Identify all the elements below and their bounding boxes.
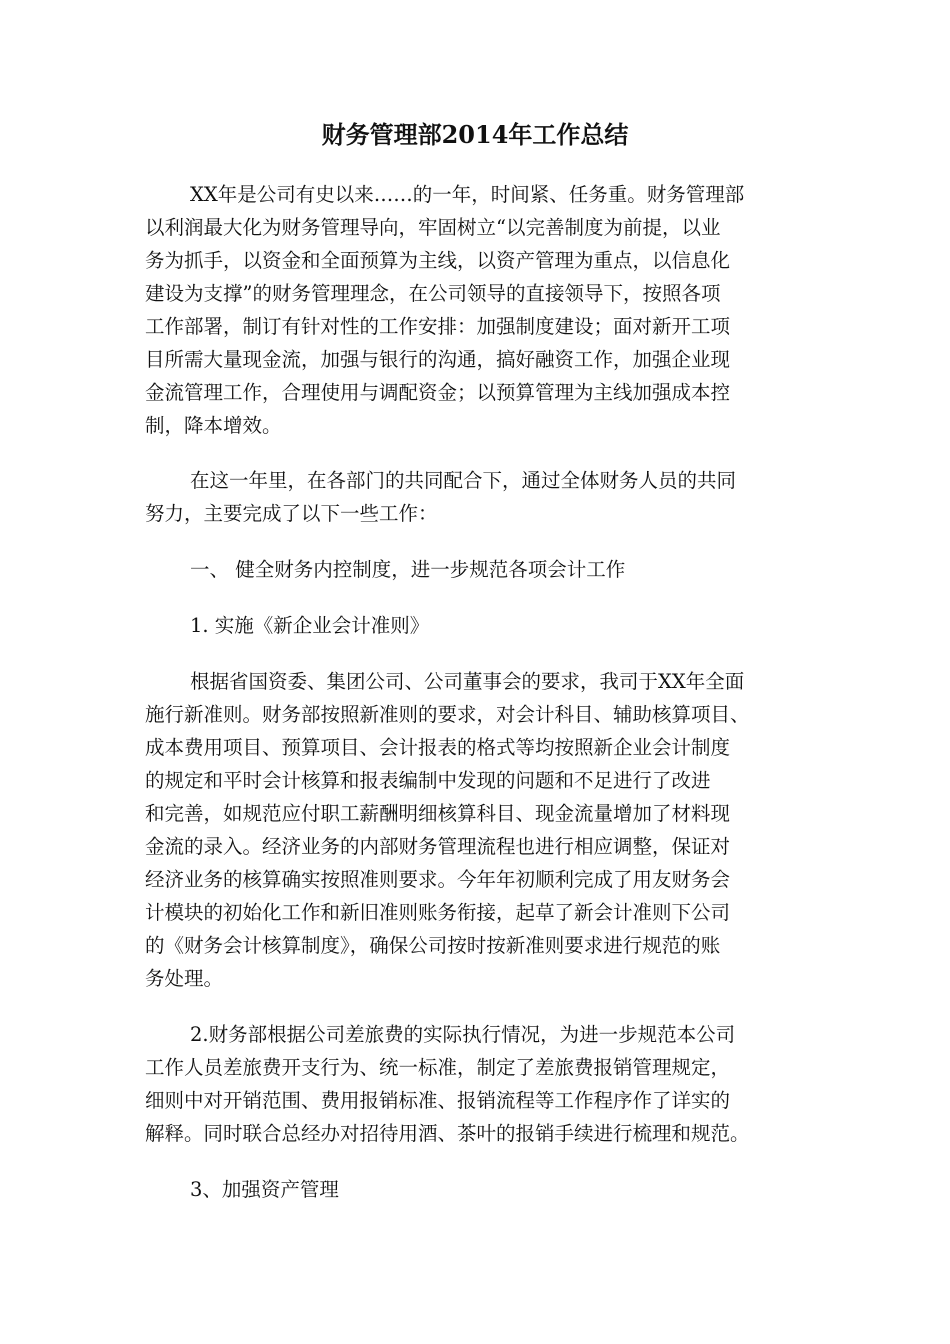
paragraph-line: 努力，主要完成了以下一些工作： <box>145 502 438 525</box>
paragraph-line: 建设为支撑”的财务管理理念，在公司领导的直接领导下，按照各项 <box>145 282 721 305</box>
paragraph-line: 务为抓手，以资金和全面预算为主线，以资产管理为重点，以信息化 <box>145 249 731 272</box>
paragraph-line: 制，降本增效。 <box>145 414 282 437</box>
document-title: 财务管理部2014年工作总结 <box>321 120 629 149</box>
paragraph-line: 和完善，如规范应付职工薪酬明细核算科目、现金流量增加了材料现 <box>145 802 731 825</box>
paragraph-line: 根据省国资委、集团公司、公司董事会的要求，我司于XX年全面 <box>190 670 745 693</box>
paragraph-line: 工作人员差旅费开支行为、统一标准，制定了差旅费报销管理规定， <box>145 1056 731 1079</box>
paragraph-line: 的《财务会计核算制度》，确保公司按时按新准则要求进行规范的账 <box>145 934 721 957</box>
paragraph-line: XX年是公司有史以来……的一年，时间紧、任务重。财务管理部 <box>190 183 745 206</box>
paragraph-line: 细则中对开销范围、费用报销标准、报销流程等工作程序作了详实的 <box>145 1089 731 1112</box>
paragraph-line: 成本费用项目、预算项目、会计报表的格式等均按照新企业会计制度 <box>145 736 731 759</box>
paragraph-line: 解释。同时联合总经办对招待用酒、茶叶的报销手续进行梳理和规范。 <box>145 1122 750 1145</box>
paragraph-line: 金流管理工作，合理使用与调配资金；以预算管理为主线加强成本控 <box>145 381 731 404</box>
subsection-heading: 3、加强资产管理 <box>190 1178 339 1201</box>
paragraph-line: 2.财务部根据公司差旅费的实际执行情况，为进一步规范本公司 <box>190 1023 736 1046</box>
paragraph-line: 的规定和平时会计核算和报表编制中发现的问题和不足进行了改进 <box>145 769 711 792</box>
paragraph-line: 以利润最大化为财务管理导向，牢固树立“以完善制度为前提，以业 <box>145 216 721 239</box>
paragraph-line: 施行新准则。财务部按照新准则的要求，对会计科目、辅助核算项目、 <box>145 703 750 726</box>
paragraph-line: 目所需大量现金流，加强与银行的沟通，搞好融资工作，加强企业现 <box>145 348 731 371</box>
paragraph-line: 金流的录入。经济业务的内部财务管理流程也进行相应调整，保证对 <box>145 835 731 858</box>
paragraph-line: 经济业务的核算确实按照准则要求。今年年初顺利完成了用友财务会 <box>145 868 731 891</box>
subsection-heading: 1. 实施《新企业会计准则》 <box>190 614 430 637</box>
paragraph-line: 计模块的初始化工作和新旧准则账务衔接，起草了新会计准则下公司 <box>145 901 731 924</box>
paragraph-line: 工作部署，制订有针对性的工作安排：加强制度建设；面对新开工项 <box>145 315 731 338</box>
section-heading: 一、 健全财务内控制度，进一步规范各项会计工作 <box>190 558 626 581</box>
paragraph-line: 务处理。 <box>145 967 224 990</box>
paragraph-line: 在这一年里，在各部门的共同配合下，通过全体财务人员的共同 <box>190 469 737 492</box>
